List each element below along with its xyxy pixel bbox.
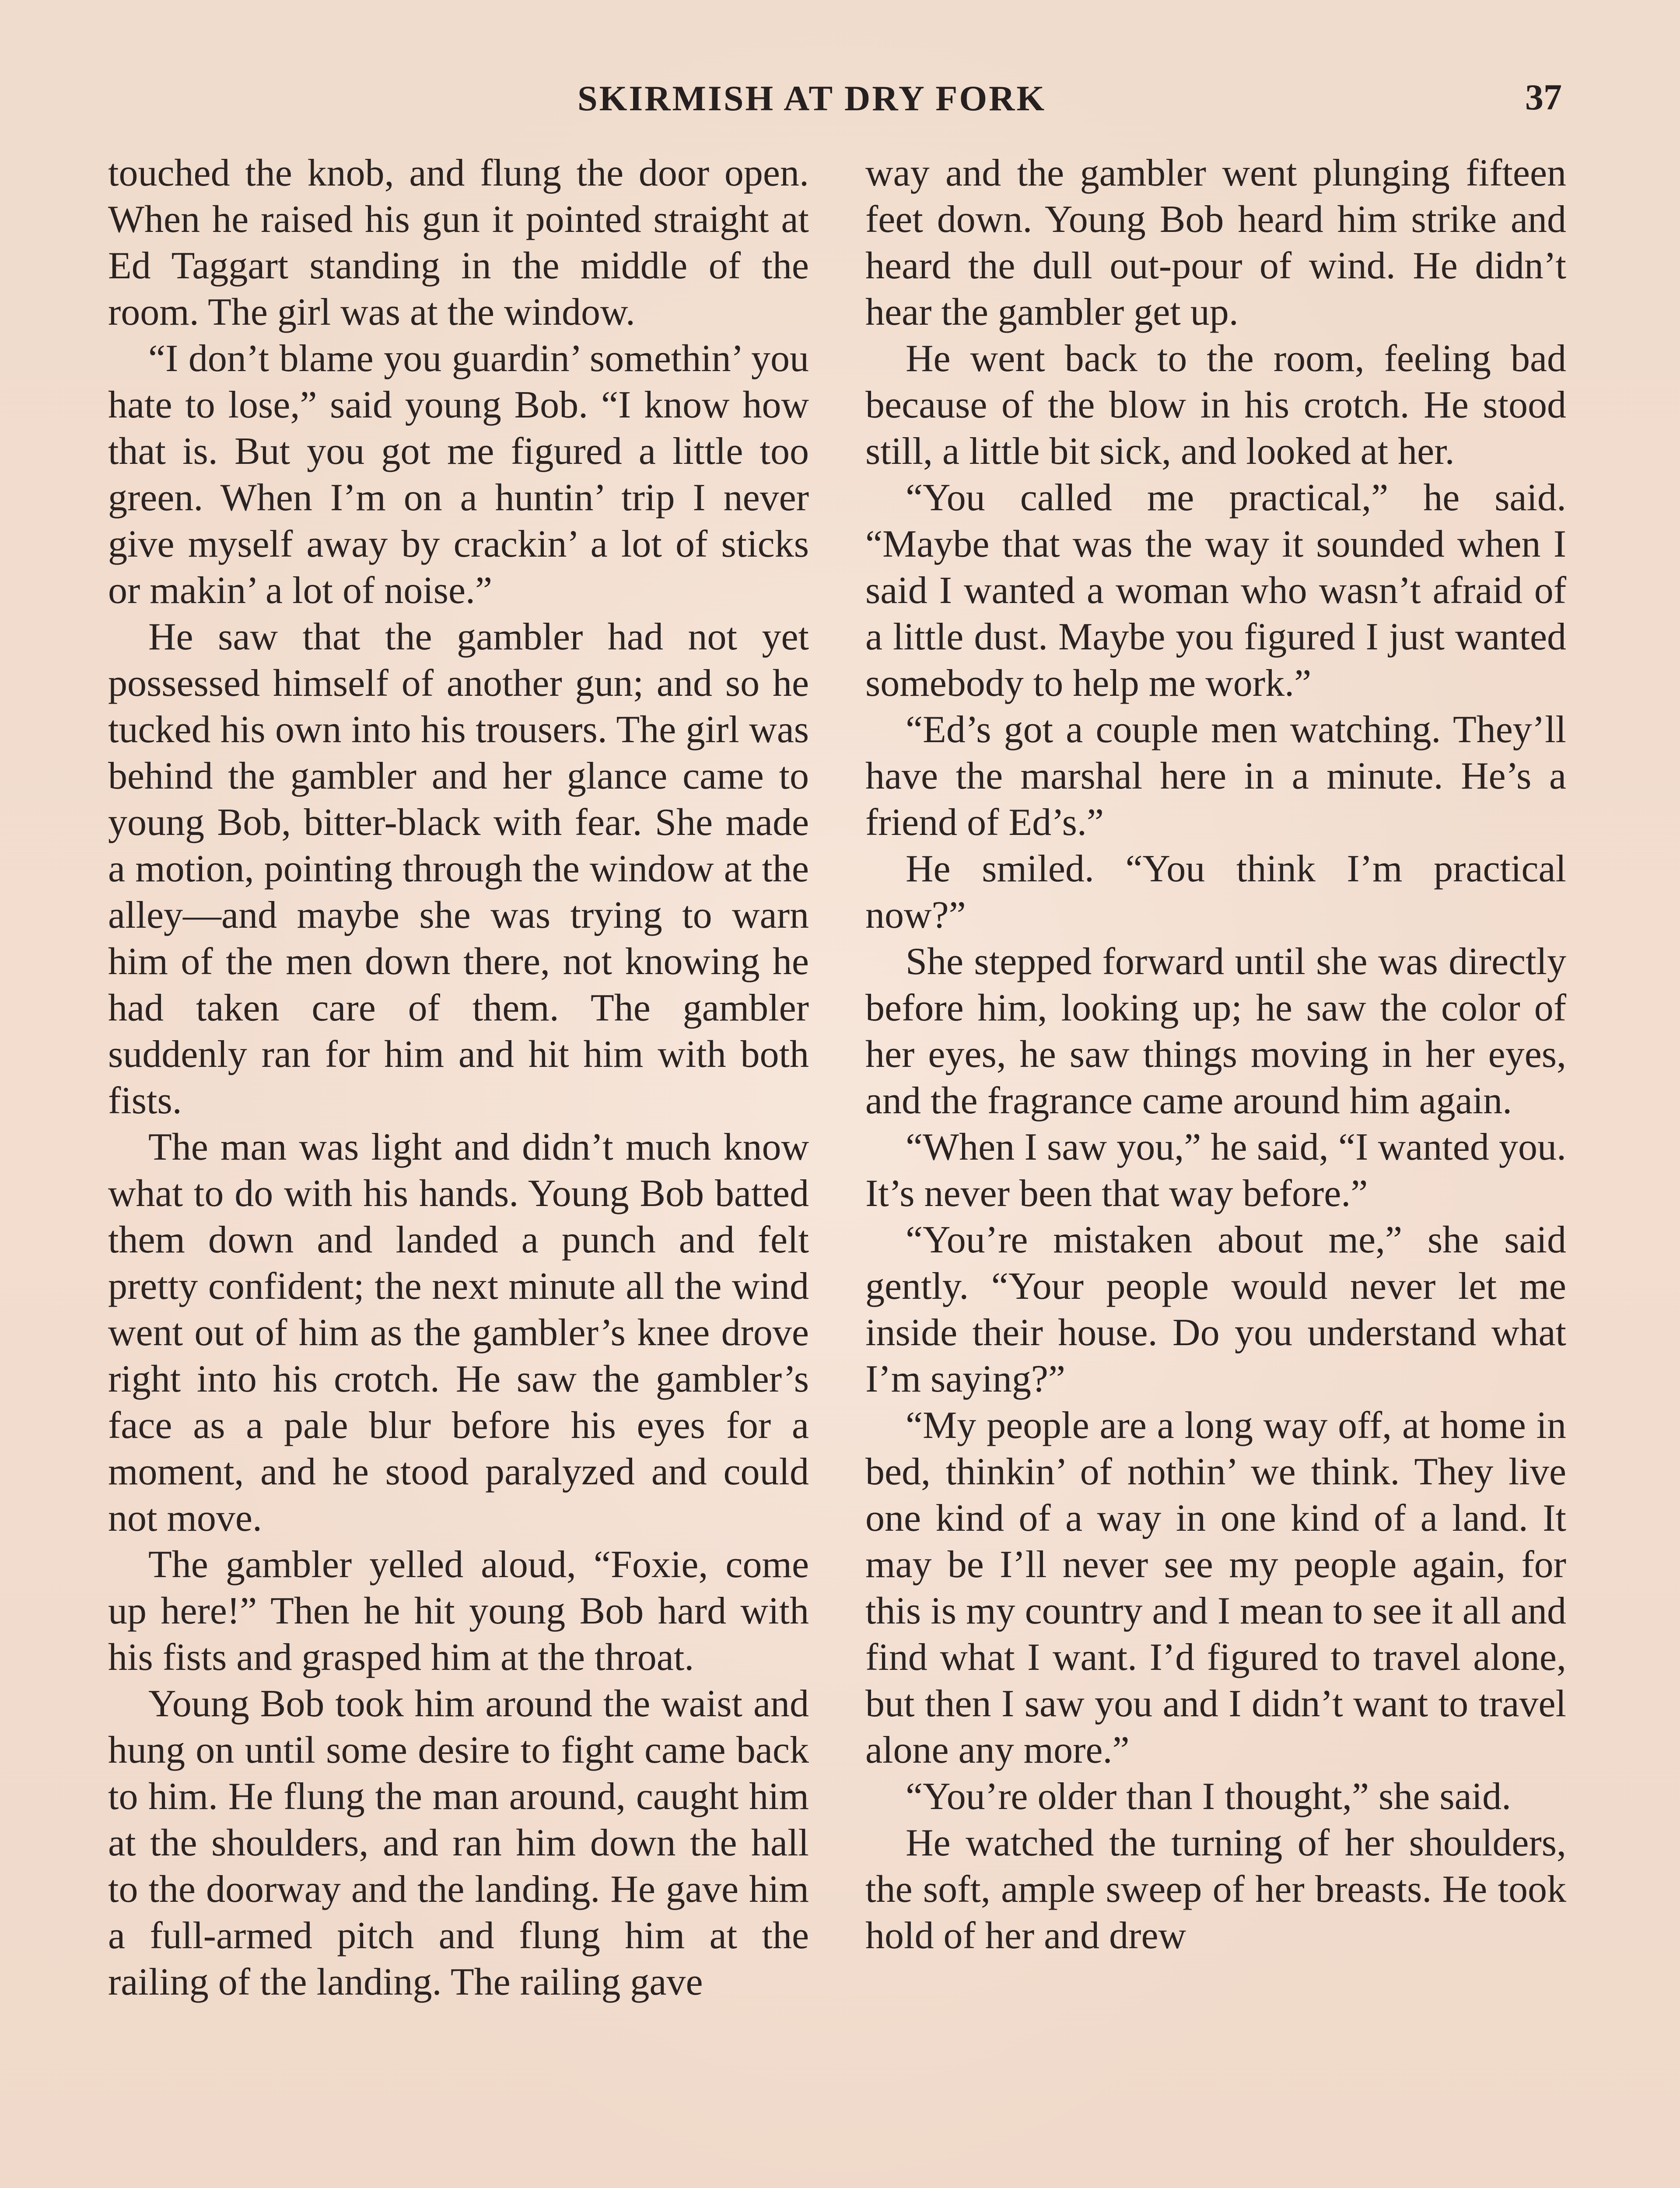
paragraph: “You’re older than I thought,” she said.: [906, 1775, 1512, 1818]
paragraph: He watched the turning of her shoulders, the soft, ample sweep of her breasts. He took hold of her and drew: [865, 1822, 1566, 1957]
paragraph: He saw that the gambler had not yet possessed himself of another gun; and so he tucked his own into his trousers. The girl was behind the gambler and her glance came to young Bob, bitter-black with fear. She made a motion, pointing through the window at the alley—and maybe she was trying to warn him of the men down there, not knowing he had taken care of them. The gambler suddenly ran for him and hit him with both fists.: [108, 616, 809, 1122]
paragraph: way and the gambler went plunging fifteen feet down. Young Bob heard him strike and heard the dull out-pour of wind. He didn’t hear the gambler get up.: [865, 152, 1566, 333]
paragraph: “You called me practical,” he said. “Maybe that was the way it sounded when I said I wanted a woman who wasn’t afraid of a little dust. Maybe you figured I just wanted somebody to help me work.”: [865, 477, 1566, 705]
paragraph: “My people are a long way off, at home in bed, thinkin’ of nothin’ we think. They live one kind of a way in one kind of a land. It may be I’ll never see my people again, for this is my country and I mean to see it all and find what I want. I’d figured to travel alone, but then I saw you and I didn’t want to travel alone any more.”: [865, 1404, 1566, 1771]
paragraph: He smiled. “You think I’m practical now?”: [865, 848, 1566, 936]
page-number: 37: [1525, 77, 1562, 118]
paragraph: He went back to the room, feeling bad because of the blow in his crotch. He stood still, a little bit sick, and looked at her.: [865, 337, 1566, 473]
paragraph: Young Bob took him around the waist and hung on until some desire to fight came back to him. He flung the man around, caught him at the shoulders, and ran him down the hall to the doorway and the landing. He gave him a full-armed pitch and flung him at the railing of the landing. The railing gave: [108, 1683, 809, 2003]
right-column: [865, 150, 1566, 1959]
paragraph: “I don’t blame you guardin’ somethin’ you hate to lose,” said young Bob. “I know how that is. But you got me figured a little too green. When I’m on a huntin’ trip I never give myself away by crackin’ a lot of sticks or makin’ a lot of noise.”: [108, 337, 809, 612]
paragraph: The gambler yelled aloud, “Foxie, come up here!” Then he hit young Bob hard with his fists and grasped him at the throat.: [108, 1543, 809, 1679]
left-column: [108, 150, 809, 2006]
paragraph: touched the knob, and flung the door open. When he raised his gun it pointed straight at Ed Taggart standing in the middle of the room. The girl was at the window.: [108, 152, 809, 333]
paragraph: She stepped forward until she was directly before him, looking up; he saw the color of her eyes, he saw things moving in her eyes, and the fragrance came around him again.: [865, 940, 1566, 1122]
paragraph: “You’re mistaken about me,” she said gently. “Your people would never let me inside their house. Do you understand what I’m saying?”: [865, 1219, 1566, 1400]
paragraph: “When I saw you,” he said, “I wanted you. It’s never been that way before.”: [865, 1126, 1566, 1215]
paragraph: “Ed’s got a couple men watching. They’ll have the marshal here in a minute. He’s a friend of Ed’s.”: [865, 708, 1566, 844]
running-title: SKIRMISH AT DRY FORK: [578, 78, 1046, 118]
paragraph: The man was light and didn’t much know what to do with his hands. Young Bob batted them down and landed a punch and felt pretty confident; the next minute all the wind went out of him as the gambler’s knee drove right into his crotch. He saw the gambler’s face as a pale blur before his eyes for a moment, and he stood paralyzed and could not move.: [108, 1126, 809, 1539]
